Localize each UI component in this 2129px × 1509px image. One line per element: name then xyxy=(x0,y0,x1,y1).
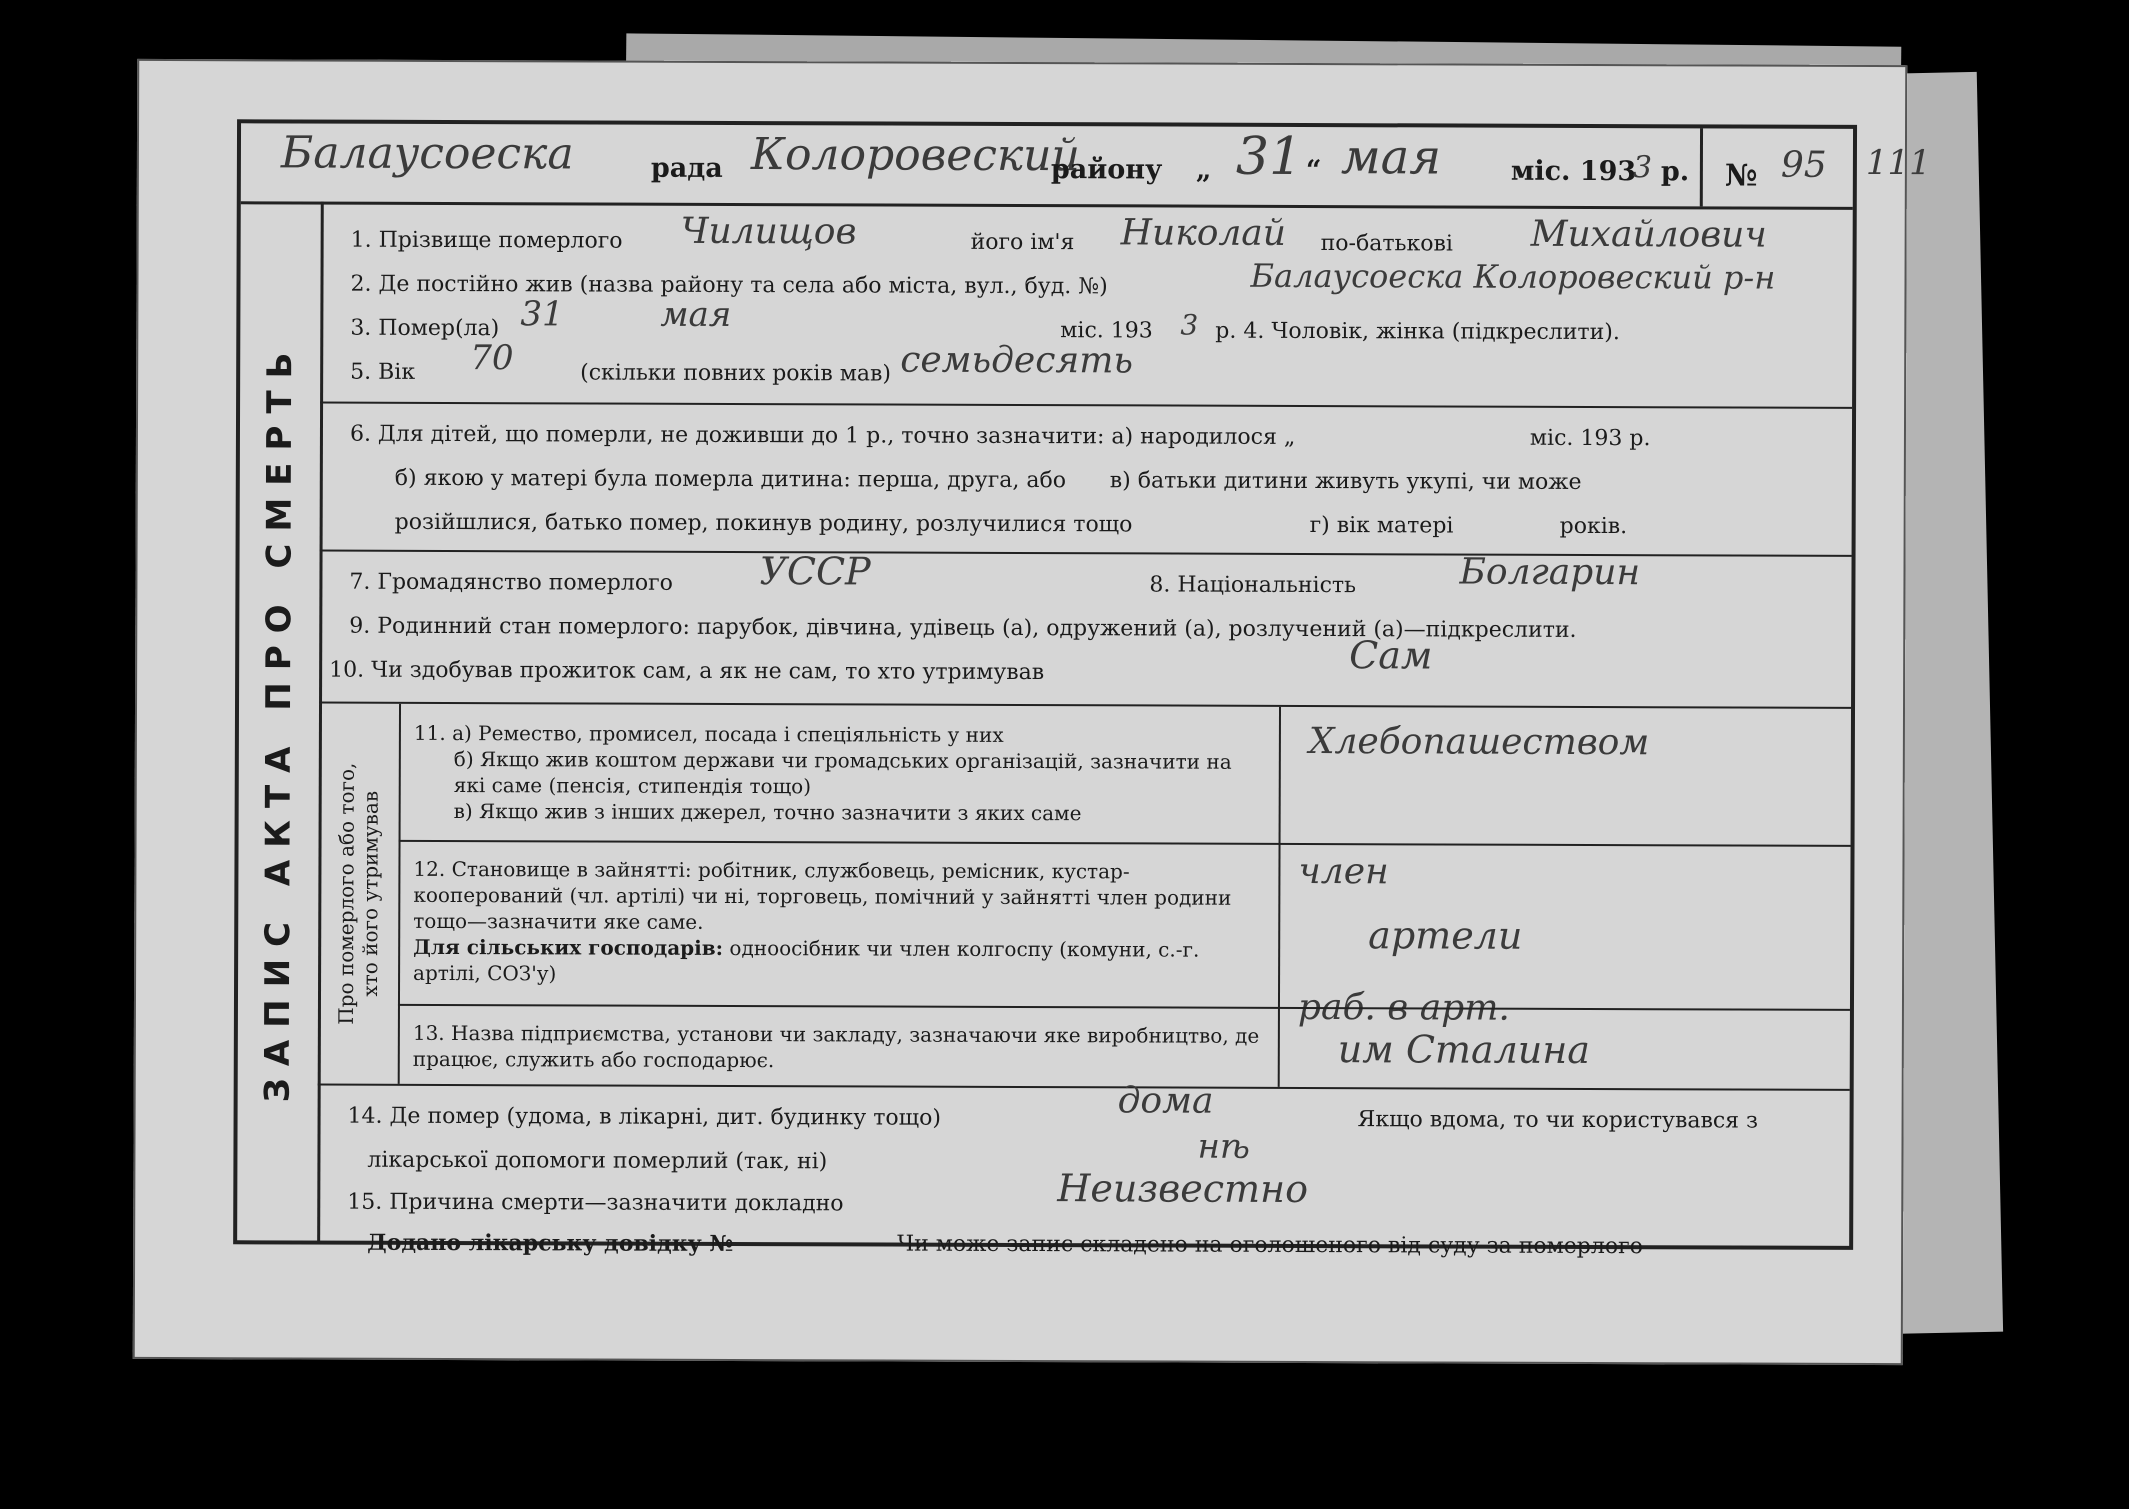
f12-text2: одноосібник чи член колгоспу (комуни, с.-г. артілі, СОЗ'у) xyxy=(413,935,1200,986)
year-suffix: р. xyxy=(1660,156,1690,188)
f6-line3-tail: років. xyxy=(1559,513,1628,540)
raion-label: району xyxy=(1050,154,1163,186)
f7-label: 7. Громадянство померлого xyxy=(349,569,673,596)
f14-tail: Якщо вдома, то чи користувався з xyxy=(1357,1107,1759,1134)
f1-patronymic: Михайлович xyxy=(1530,213,1767,256)
f12-value3: раб. в арт. xyxy=(1297,986,1510,1029)
divider xyxy=(319,702,1851,709)
f5-label: 5. Вік xyxy=(350,359,416,385)
rada-value: Балаусоеска xyxy=(280,127,574,180)
death-record-form xyxy=(133,59,1931,1365)
f11-block xyxy=(414,720,1264,827)
footer-label: Додано лікарську довідку № xyxy=(367,1229,734,1258)
f13-value: им Сталина xyxy=(1337,1027,1591,1072)
f3-day: 31 xyxy=(520,294,564,335)
form-title: ЗАПИС АКТА ПРО СМЕРТЬ xyxy=(257,340,301,1103)
f14-label: 14. Де помер (удома, в лікарні, дит. будинку тощо) xyxy=(347,1103,942,1131)
f15-value: Неизвестно xyxy=(1057,1166,1309,1212)
day-value: 31 xyxy=(1235,126,1303,187)
number-value: 95 xyxy=(1780,144,1827,186)
divider xyxy=(398,1004,1850,1011)
f5-desc: (скільки повних років мав) xyxy=(580,360,891,387)
number-label: № xyxy=(1724,158,1758,194)
f12-text: 12. Становище в зайнятті: робітник, службовець, ремісник, кустар-кооперований (чл. артілі) чи ні, торговець, помічний у зайнятті член родини тощо—зазначити яке саме. xyxy=(413,856,1232,934)
raion-value: Колоровеский xyxy=(750,129,1080,182)
f13-text: 13. Назва підприємства, установи чи закладу, зазначаючи яке виробництво, де працює, служить або господарює. xyxy=(412,1020,1260,1073)
f6-line3: розійшлися, батько помер, покинув родину, розлучилися тощо xyxy=(394,509,1133,538)
day-close-quote: “ xyxy=(1305,154,1322,187)
f6-line1: 6. Для дітей, що померли, не доживши до 1 р., точно зазначити: а) народилося „ xyxy=(349,421,1296,450)
form-frame xyxy=(233,119,1931,1260)
number-extra: 111 xyxy=(1865,142,1931,184)
f12-bold: Для сільських господарів: xyxy=(413,934,724,960)
footer-tail: Чи може запис складено на оголошеного від суду за померлого xyxy=(897,1231,1643,1260)
year-digit: 3 xyxy=(1632,150,1653,186)
f10-label: 10. Чи здобував прожиток сам, а як не сам, то хто утримував xyxy=(329,657,1045,686)
vertical-label-line2: хто його утримував xyxy=(358,790,383,997)
month-value: мая xyxy=(1340,129,1442,186)
f3-tail: р. 4. Чоловік, жінка (підкреслити). xyxy=(1215,318,1620,346)
f3-year: 3 xyxy=(1180,308,1199,342)
f14-line2: лікарської допомоги померлий (так, ні) xyxy=(367,1147,828,1175)
rada-label: рада xyxy=(650,152,723,184)
f2-value: Балаусоеска Колоровеский р-н xyxy=(1250,256,1776,297)
day-open-quote: „ xyxy=(1195,154,1212,186)
f5-words: семьдесять xyxy=(900,339,1134,382)
f12-value2: артели xyxy=(1368,913,1523,958)
f1-patronymic-label: по-батькові xyxy=(1320,231,1453,257)
f6-line2: б) якою у матері була померла дитина: перша, друга, або xyxy=(394,465,1067,494)
f9-label: 9. Родинний стан померлого: парубок, дівчина, удівець (а), одружений (а), розлучений (а)—підкреслити. xyxy=(349,613,1577,643)
f12-block xyxy=(413,856,1263,989)
value-column-divider xyxy=(1278,707,1281,1087)
f14-value2: нѣ xyxy=(1197,1126,1250,1167)
f1-label: 1. Прізвище померлого xyxy=(350,227,623,254)
f1-name: Николай xyxy=(1120,212,1287,254)
f6-line3-mid: г) вік матері xyxy=(1309,513,1454,539)
f15-label: 15. Причина смерти—зазначити докладно xyxy=(347,1189,844,1217)
f11-b: б) Якщо жив коштом держави чи громадських організацій, зазначити на які саме (пенсія, стипендія тощо) xyxy=(453,747,1232,799)
f6-line1-tail: міс. 193 р. xyxy=(1529,425,1651,452)
f1-name-label: його ім'я xyxy=(970,229,1075,256)
f11-c: в) Якщо жив з інших джерел, точно зазначити з яких саме xyxy=(453,799,1082,826)
divider xyxy=(399,840,1851,847)
f2-label: 2. Де постійно жив (назва району та села або міста, вул., буд. №) xyxy=(350,271,1108,300)
f7-value: УССР xyxy=(759,549,871,594)
divider xyxy=(320,402,1852,409)
month-label: міс. 193 xyxy=(1510,155,1637,188)
f13-block xyxy=(413,1020,1263,1075)
vertical-label-line1: Про померлого або того, xyxy=(333,762,359,1025)
record-number-box xyxy=(1700,128,1853,207)
f14-value: дома xyxy=(1117,1080,1214,1122)
f6-line2-tail: в) батьки дитини живуть укупі, чи може xyxy=(1109,468,1582,495)
f3-suffix: міс. 193 xyxy=(1060,318,1153,344)
f3-month: мая xyxy=(660,294,732,335)
divider xyxy=(318,1084,1850,1091)
f5-value: 70 xyxy=(470,338,514,379)
f8-value: Болгарин xyxy=(1459,551,1641,594)
f11-value: Хлебопашеством xyxy=(1308,721,1650,764)
f3-label: 3. Помер(ла) xyxy=(350,315,500,342)
f12-value1: член xyxy=(1298,850,1389,893)
f1-surname: Чилищов xyxy=(680,210,857,253)
occupation-vertical-label xyxy=(334,763,383,1025)
sidebar xyxy=(237,201,324,1241)
f10-value: Сам xyxy=(1349,633,1433,678)
f8-label: 8. Національність xyxy=(1149,572,1357,599)
form-header xyxy=(241,123,1931,210)
f11-a: 11. а) Ремество, промисел, посада і спеціяльність у них xyxy=(413,720,1004,747)
